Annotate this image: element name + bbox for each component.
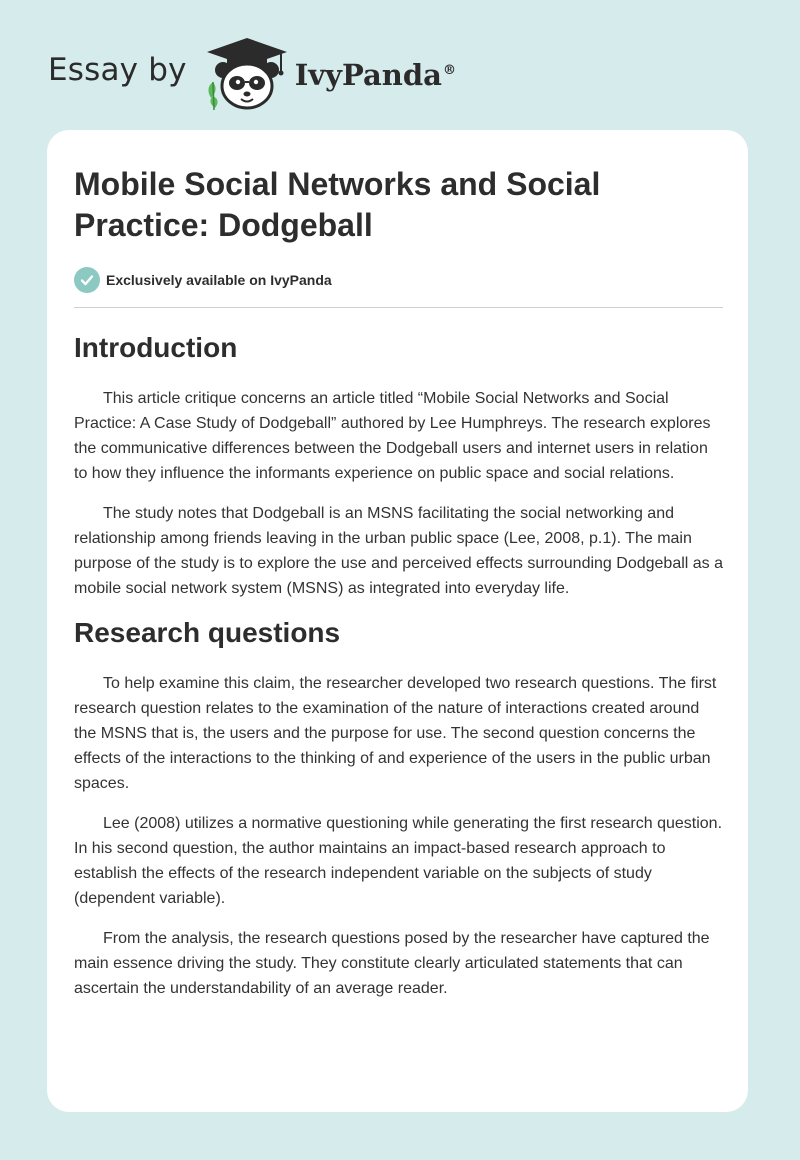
page-title: Mobile Social Networks and Social Practice: Dodgeball [74, 166, 601, 243]
exclusive-label: Exclusively available on IvyPanda [106, 272, 332, 288]
paragraph: From the analysis, the research questions posed by the researcher have captured the main essence driving the study. They constitute clearly articulated statements that can ascertain the understandability of an average reader. [74, 930, 710, 997]
paragraph: Lee (2008) utilizes a normative questioning while generating the first research question. In his second question, the author maintains an impact-based research approach to establish the effects of the research independent variable on the subjects of study (dependent variable). [74, 815, 723, 907]
paragraph: The study notes that Dodgeball is an MSNS facilitating the social networking and relationship among friends leaving in the urban public space (Lee, 2008, p.1). The main purpose of the study is to explore the use and perceived effects surrounding Dodgeball as a mobile social network system (MSNS) as integrated into everyday life. [74, 505, 724, 597]
article-card [47, 130, 748, 1112]
registered-mark: ® [442, 63, 456, 79]
site-header [48, 34, 456, 114]
section-heading-research-questions: Research questions [74, 617, 341, 648]
section-heading-introduction: Introduction [74, 332, 238, 363]
article-content [74, 130, 723, 1001]
essay-by-label: Essay by [48, 52, 187, 88]
brand-name[interactable]: IvyPanda® [294, 58, 456, 92]
ivypanda-logo-icon[interactable] [201, 36, 293, 112]
exclusive-badge [74, 266, 723, 294]
paragraph: This article critique concerns an article titled “Mobile Social Networks and Social Practice: A Case Study of Dodgeball” authored by Lee Humphreys. The research explores the communicative differences between the Dodgeball users and internet users in relation to how they influence the informants experience on public space and social relations. [74, 390, 711, 482]
paragraph: To help examine this claim, the researcher developed two research questions. The first research question relates to the examination of the nature of interactions created around the MSNS that is, the users and the purpose for use. The second question concerns the effects of the interactions to the thinking of and experience of the users in the public urban spaces. [74, 675, 717, 792]
divider [74, 307, 723, 308]
check-circle-icon [74, 267, 100, 293]
